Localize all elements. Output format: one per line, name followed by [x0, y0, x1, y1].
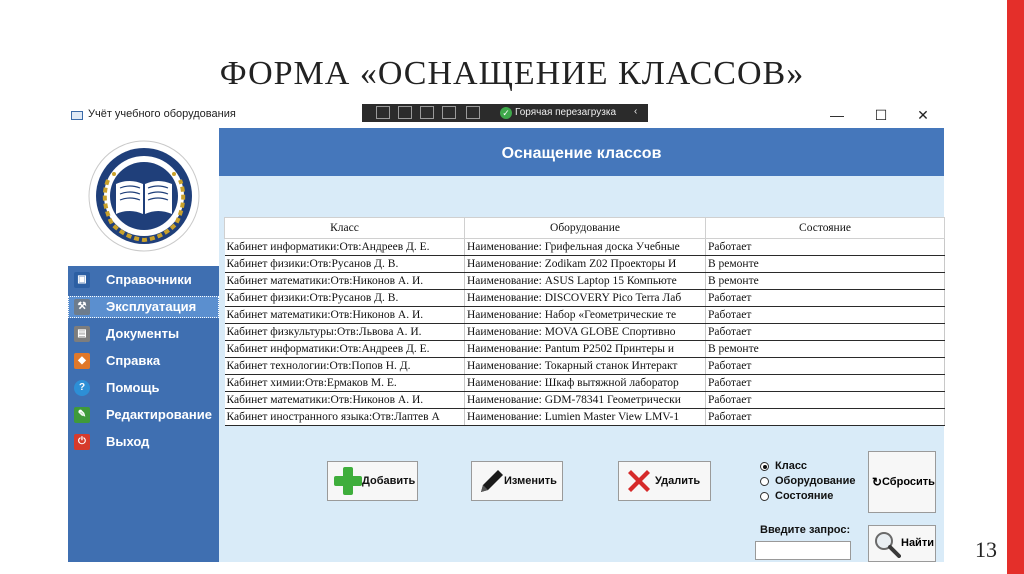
radio-state-dot[interactable]	[760, 492, 769, 501]
page-header	[219, 128, 944, 176]
equipment-table[interactable]	[224, 217, 945, 426]
reset-button[interactable]	[868, 451, 936, 513]
cell-state: Работает	[706, 392, 945, 409]
binding-failures-icon[interactable]	[466, 106, 480, 119]
sidebar-item-documents[interactable]	[68, 323, 219, 345]
sidebar-item-label: Помощь	[106, 380, 160, 395]
hot-reload-label[interactable]: Горячая перезагрузка	[515, 107, 617, 118]
cell-equipment: Наименование: Lumien Master View LMV-1	[465, 409, 706, 426]
radio-class-label: Класс	[775, 460, 808, 472]
minimize-button[interactable]: —	[830, 107, 844, 123]
cell-state: Работает	[706, 290, 945, 307]
cell-state: Работает	[706, 409, 945, 426]
debug-toolbar	[362, 104, 648, 122]
cell-equipment: Наименование: Шкаф вытяжной лаборатор	[465, 375, 706, 392]
cell-class: Кабинет информатики:Отв:Андреев Д. Е.	[225, 239, 465, 256]
cell-class: Кабинет иностранного языка:Отв:Лаптев А	[225, 409, 465, 426]
table-row[interactable]	[225, 256, 945, 273]
cell-state: Работает	[706, 375, 945, 392]
query-label: Введите запрос:	[760, 524, 851, 536]
help-icon: ?	[74, 380, 90, 396]
search-input[interactable]	[755, 541, 851, 560]
table-row[interactable]	[225, 324, 945, 341]
cell-equipment: Наименование: ASUS Laptop 15 Компьюте	[465, 273, 706, 290]
table-row[interactable]	[225, 358, 945, 375]
column-header-class[interactable]: Класс	[225, 218, 465, 239]
radio-equipment-dot[interactable]	[760, 477, 769, 486]
school-logo	[86, 140, 202, 252]
sidebar-item-label: Эксплуатация	[106, 299, 197, 314]
title-bar	[66, 104, 944, 128]
cell-state: Работает	[706, 239, 945, 256]
cell-equipment: Наименование: MOVA GLOBE Спортивно	[465, 324, 706, 341]
wrench-icon: ⚒	[74, 299, 90, 315]
add-button[interactable]	[327, 461, 418, 501]
cell-class: Кабинет технологии:Отв:Попов Н. Д.	[225, 358, 465, 375]
info-book-icon: ◆	[74, 353, 90, 369]
cell-class: Кабинет физики:Отв:Русанов Д. В.	[225, 290, 465, 307]
table-row[interactable]	[225, 375, 945, 392]
maximize-button[interactable]: ☐	[874, 107, 888, 123]
cross-icon	[623, 465, 655, 497]
cell-state: В ремонте	[706, 341, 945, 358]
table-row[interactable]	[225, 392, 945, 409]
column-header-equipment[interactable]: Оборудование	[465, 218, 706, 239]
cell-state: Работает	[706, 358, 945, 375]
radio-class-dot[interactable]	[760, 462, 769, 471]
column-header-state[interactable]: Состояние	[706, 218, 945, 239]
sidebar-item-help[interactable]	[68, 377, 219, 399]
sidebar	[68, 128, 219, 562]
layout-adorner-icon[interactable]	[420, 106, 434, 119]
table-row[interactable]	[225, 290, 945, 307]
slide-accent-bar	[1007, 0, 1024, 574]
sidebar-item-exit[interactable]	[68, 431, 219, 453]
cell-class: Кабинет математики:Отв:Никонов А. И.	[225, 392, 465, 409]
page-number: 13	[975, 537, 997, 562]
sidebar-menu-panel	[68, 266, 219, 562]
app-window	[66, 104, 944, 562]
delete-button-label: Удалить	[655, 475, 701, 487]
reset-button-label: Сбросить	[882, 476, 935, 488]
cell-class: Кабинет информатики:Отв:Андреев Д. Е.	[225, 341, 465, 358]
cell-state: В ремонте	[706, 273, 945, 290]
cell-state: Работает	[706, 324, 945, 341]
table-header-row	[225, 218, 945, 239]
sidebar-item-label: Выход	[106, 434, 150, 449]
sidebar-item-label: Справочники	[106, 272, 192, 287]
cell-equipment: Наименование: Zodikam Z02 Проекторы И	[465, 256, 706, 273]
cell-equipment: Наименование: Pantum P2502 Принтеры и	[465, 341, 706, 358]
document-icon: ▤	[74, 326, 90, 342]
track-focus-icon[interactable]	[442, 106, 456, 119]
sidebar-item-label: Документы	[106, 326, 180, 341]
cell-equipment: Наименование: Набор «Геометрические те	[465, 307, 706, 324]
book-icon: ▣	[74, 272, 90, 288]
cell-equipment: Наименование: Грифельная доска Учебные	[465, 239, 706, 256]
table-row[interactable]	[225, 341, 945, 358]
pointer-icon[interactable]	[398, 106, 412, 119]
find-button[interactable]	[868, 525, 936, 562]
window-app-icon	[71, 111, 83, 120]
main-panel	[219, 128, 944, 562]
slide-title: ФОРМА «ОСНАЩЕНИЕ КЛАССОВ»	[219, 55, 805, 92]
cell-state: В ремонте	[706, 256, 945, 273]
radio-equipment-label: Оборудование	[775, 475, 856, 487]
close-button[interactable]: ✕	[917, 107, 929, 123]
table-row[interactable]	[225, 409, 945, 426]
sidebar-item-reference[interactable]	[68, 269, 219, 291]
hot-reload-status-icon: ✓	[500, 107, 512, 119]
find-button-label: Найти	[901, 537, 934, 549]
sidebar-item-label: Справка	[106, 353, 161, 368]
delete-button[interactable]	[618, 461, 711, 501]
cell-class: Кабинет физкультуры:Отв:Львова А. И.	[225, 324, 465, 341]
table-row[interactable]	[225, 307, 945, 324]
cell-state: Работает	[706, 307, 945, 324]
cell-class: Кабинет математики:Отв:Никонов А. И.	[225, 273, 465, 290]
sidebar-item-info[interactable]	[68, 350, 219, 372]
cell-equipment: Наименование: GDM-78341 Геометрически	[465, 392, 706, 409]
add-button-label: Добавить	[362, 475, 416, 487]
cell-equipment: Наименование: DISCOVERY Pico Terra Лаб	[465, 290, 706, 307]
sidebar-item-operation[interactable]	[68, 296, 219, 318]
edit-icon: ✎	[74, 407, 90, 423]
select-element-icon[interactable]	[376, 106, 390, 119]
cell-class: Кабинет физики:Отв:Русанов Д. В.	[225, 256, 465, 273]
cell-class: Кабинет математики:Отв:Никонов А. И.	[225, 307, 465, 324]
window-title: Учёт учебного оборудования	[88, 108, 236, 120]
cell-class: Кабинет химии:Отв:Ермаков М. Е.	[225, 375, 465, 392]
sidebar-item-label: Редактирование	[106, 407, 212, 422]
refresh-icon: ↻	[872, 475, 883, 489]
cell-equipment: Наименование: Токарный станок Интеракт	[465, 358, 706, 375]
magnifier-icon	[873, 530, 901, 558]
plus-icon	[332, 465, 364, 497]
radio-state-label: Состояние	[775, 490, 834, 502]
page-title: Оснащение классов	[501, 145, 662, 162]
edit-button-label: Изменить	[504, 475, 557, 487]
sidebar-item-edit[interactable]	[68, 404, 219, 426]
table-row[interactable]	[225, 239, 945, 256]
collapse-chevron-icon[interactable]: ‹	[634, 106, 638, 117]
edit-button[interactable]	[471, 461, 563, 501]
exit-icon: ⏻	[74, 434, 90, 450]
table-row[interactable]	[225, 273, 945, 290]
